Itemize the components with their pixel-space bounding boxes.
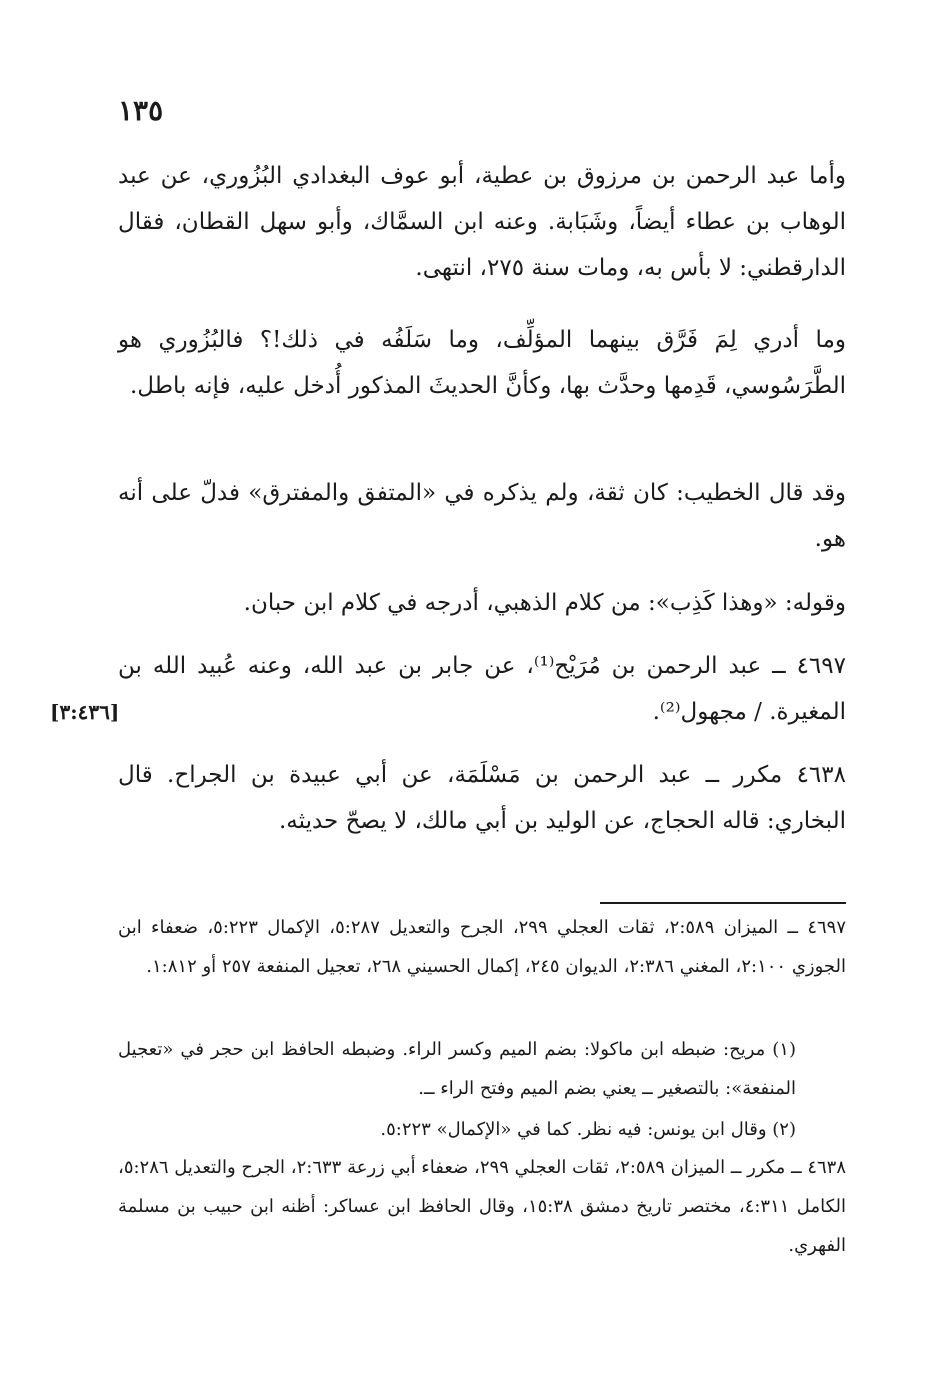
paragraph-2: وما أدري لِمَ فَرَّق بينهما المؤلِّف، وما سَلَفُه في ذلك!؟ فالبُزُوري هو الطَّرَسُوسي، قَدِمها وحدَّث بها، وكأنَّ الحديثَ المذكور أُدخل عليه، فإنه باطل. bbox=[118, 327, 846, 399]
footnote-1 bbox=[118, 1030, 846, 1108]
margin-reference: [٣:٤٣٦] bbox=[50, 700, 120, 724]
paragraph-4: وقوله: «وهذا كَذِب»: من كلام الذهبي، أدرجه في كلام ابن حبان. bbox=[243, 590, 846, 616]
footnote-4638: ٤٦٣٨ ــ مكرر ــ الميزان ٢:٥٨٩، ثقات العجلي ٢٩٩، ضعفاء أبي زرعة ٢:٦٣٣، الجرح والتعديل ٥:٢٨٦، الكامل ٤:٣١١، مختصر تاريخ دمشق ١٥:٣٨، وقال الحافظ ابن عساكر: أظنه ابن حبيب بن مسلمة الفهري. bbox=[118, 1157, 846, 1256]
footnote-1-text: (١) مريح: ضبطه ابن ماكولا: بضم الميم وكسر الراء. وضبطه الحافظ ابن حجر في «تعجيل المنفعة»: بالتصغير ــ يعني بضم الميم وفتح الراء ــ. bbox=[118, 1039, 796, 1099]
footnote-2-text: (٢) وقال ابن يونس: فيه نظر. كما في «الإكمال» ٥:٢٢٣. bbox=[380, 1119, 796, 1140]
page-number: ١٣٥ bbox=[118, 94, 164, 127]
footnote-4697: ٤٦٩٧ ــ الميزان ٢:٥٨٩، ثقات العجلي ٢٩٩، الجرح والتعديل ٥:٢٨٧، الإكمال ٥:٢٢٣، ضعفاء ابن الجوزي ٢:١٠٠، المغني ٢:٣٨٦، الديوان ٢٤٥، إكمال الحسيني ٢٦٨، تعجيل المنفعة ٢٥٧ أو ١:٨١٢. bbox=[118, 917, 846, 977]
paragraph-3: وقد قال الخطيب: كان ثقة، ولم يذكره في «المتفق والمفترق» فدلّ على أنه هو. bbox=[118, 480, 846, 552]
footnote-divider bbox=[600, 902, 846, 904]
entry-4638: ٤٦٣٨ مكرر ــ عبد الرحمن بن مَسْلَمَة، عن أبي عبيدة بن الجراح. قال البخاري: قاله الحجاج، عن الوليد بن أبي مالك، لا يصحّ حديثه. bbox=[118, 762, 846, 834]
paragraph-1: وأما عبد الرحمن بن مرزوق بن عطية، أبو عوف البغدادي البُزُوري، عن عبد الوهاب بن عطاء أيضاً، وشَبَابة. وعنه ابن السمَّاك، وأبو سهل القطان، فقال الدارقطني: لا بأس به، ومات سنة ٢٧٥، انتهى. bbox=[118, 163, 846, 281]
footnote-2 bbox=[118, 1110, 846, 1149]
entry-4697: ٤٦٩٧ ــ عبد الرحمن بن مُرَيْح⁽¹⁾، عن جابر بن عبد الله، وعنه عُبيد الله بن المغيرة. / مجهول⁽²⁾. bbox=[118, 653, 846, 725]
